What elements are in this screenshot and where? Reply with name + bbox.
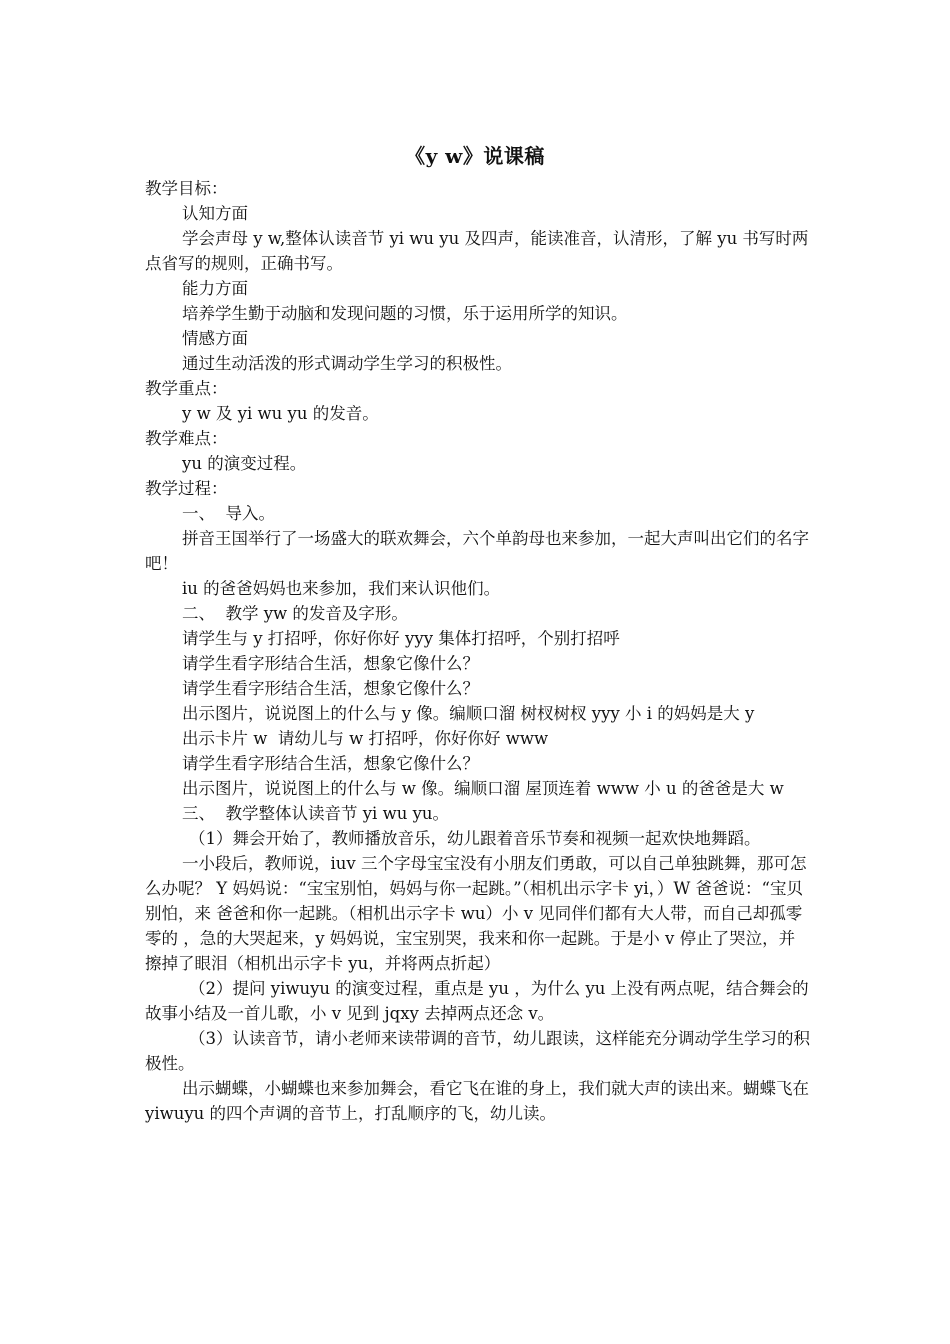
paragraph-imagine-2: 请学生看字形结合生活，想象它像什么？	[182, 679, 479, 698]
document-title: 《y w》说课稿	[405, 144, 545, 168]
step-two-heading: 二、 教学 yw 的发音及字形。	[182, 604, 408, 623]
paragraph-butterfly: 出示蝴蝶，小蝴蝶也来参加舞会，看它飞在谁的身上，我们就大声的读出来。蝴蝶飞在 yiwuyu 的四个声调的音节上，打乱顺序的飞，幼儿读。	[145, 1079, 809, 1123]
step-one-heading: 一、 导入。	[182, 504, 275, 523]
paragraph-emotion: 通过生动活泼的形式调动学生学习的积极性。	[182, 354, 512, 373]
section-heading-key-points: 教学重点：	[145, 379, 228, 398]
subheading-emotion: 情感方面	[182, 329, 248, 348]
section-heading-difficulties: 教学难点：	[145, 429, 228, 448]
paragraph-ability: 培养学生勤于动脑和发现问题的习惯，乐于运用所学的知识。	[182, 304, 628, 323]
paragraph-dance-story: 一小段后，教师说，iuv 三个字母宝宝没有小朋友们勇敢，可以自己单独跳舞，那可怎么办呢？ Y 妈妈说：“宝宝别怕，妈妈与你一起跳。”（相机出示字卡 yi，）W 爸爸说：“宝贝别怕，来 爸爸和你一起跳。（相机出示字卡 wu）小 v 见同伴们都有大人带，而自己却孤零零的 ，急的大哭起来，y 妈妈说，宝宝别哭，我来和你一起跳。于是小 v 停止了哭泣，并擦掉了眼泪（相机出示字卡 yu，并将两点折起）	[145, 854, 807, 973]
section-heading-objectives: 教学目标：	[145, 179, 228, 198]
paragraph-greet-y: 请学生与 y 打招呼，你好你好 yyy 集体打招呼，个别打招呼	[182, 629, 620, 648]
paragraph-key-points: y w 及 yi wu yu 的发音。	[182, 404, 379, 423]
paragraph-evolution: （2）提问 yiwuyu 的演变过程，重点是 yu ，为什么 yu 上没有两点呢，结合舞会的故事小结及一首儿歌，小 v 见到 jqxy 去掉两点还念 v。	[145, 979, 809, 1023]
paragraph-imagine-1: 请学生看字形结合生活，想象它像什么？	[182, 654, 479, 673]
subheading-cognitive: 认知方面	[182, 204, 248, 223]
subheading-ability: 能力方面	[182, 279, 248, 298]
paragraph-card-w: 出示卡片 w 请幼儿与 w 打招呼，你好你好 www	[182, 729, 549, 748]
paragraph-imagine-3: 请学生看字形结合生活，想象它像什么？	[182, 754, 479, 773]
paragraph-cognitive: 学会声母 y w,整体认读音节 yi wu yu 及四声，能读准音，认清形，了解 yu 书写时两点省写的规则，正确书写。	[145, 229, 809, 273]
document-body	[145, 176, 810, 1126]
paragraph-picture-y: 出示图片，说说图上的什么与 y 像。编顺口溜 树杈树杈 yyy 小 i 的妈妈是大 y	[182, 704, 755, 723]
paragraph-read-syllables: （3）认读音节，请小老师来读带调的音节，幼儿跟读，这样能充分调动学生学习的积极性。	[145, 1029, 810, 1073]
paragraph-intro: 拼音王国举行了一场盛大的联欢舞会，六个单韵母也来参加，一起大声叫出它们的名字吧！	[145, 529, 809, 573]
paragraph-picture-w: 出示图片，说说图上的什么与 w 像。编顺口溜 屋顶连着 www 小 u 的爸爸是大 w	[182, 779, 784, 798]
paragraph-dance-start: （1）舞会开始了，教师播放音乐，幼儿跟着音乐节奏和视频一起欢快地舞蹈。	[189, 829, 761, 848]
paragraph-iu-parents: iu 的爸爸妈妈也来参加，我们来认识他们。	[182, 579, 501, 598]
section-heading-process: 教学过程：	[145, 479, 228, 498]
paragraph-difficulties: yu 的演变过程。	[182, 454, 307, 473]
step-three-heading: 三、 教学整体认读音节 yi wu yu。	[182, 804, 450, 823]
